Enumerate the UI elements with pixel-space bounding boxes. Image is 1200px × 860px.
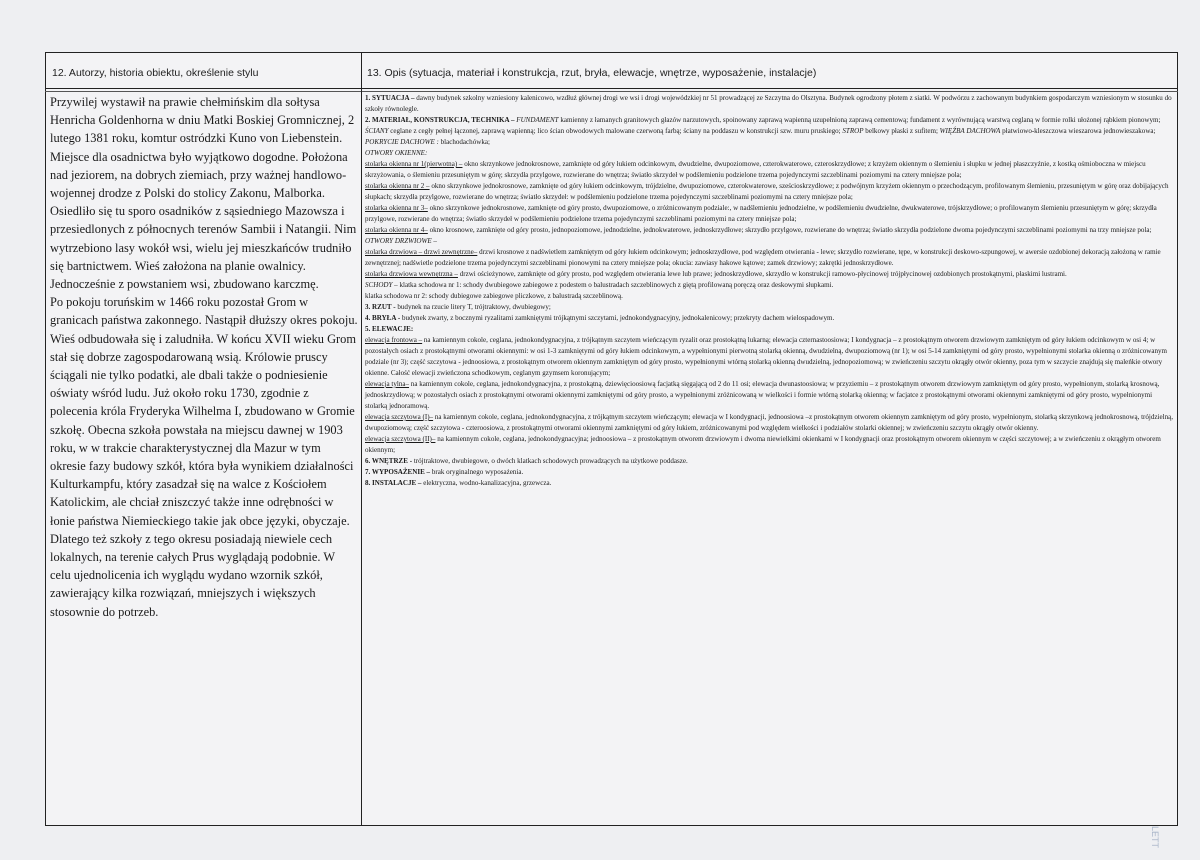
item-body: okno skrzynkowe jednokrosnowe, zamknięte od góry łukiem odcinkowym, dwudzielne, dwupoziomowe, czterokwaterowe, czteroskrzydłowe; z krzyżem okiennym o ślemieniu i słupku w jednej płaszczyźnie, z kostką ośmioboczna w miejscu skrzyżowania, o ślemieniu przesuniętym w górę; skrzydła przylgowe, rozwierane do wnętrza; światło skrzydeł w podślemieniu podzielone trzema pojedynczymi szczeblinami poziomymi na cztery mniejsze pola;	[365, 160, 1146, 179]
item-body: na kamiennym cokole, ceglana, jednokondygnacyjna; jednoosiowa – z prostokątnym otworem drzwiowym i dwoma niewielkimi okienkami w I kondygnacji oraz prostokątnym otworem okiennym w części szczytowej; a w zwieńczeniu z okrągłym otworem okiennym;	[365, 435, 1161, 454]
history-paragraph-1: Przywilej wystawił na prawie chełmińskim dla sołtysa Henricha Goldenhorna w dniu Matki Boskiej Gromnicznej, 2 lutego 1381 roku, komtur ostródzki Kuno von Liebenstein. Miejsce dla osadnictwa było wyjątkowo dogodne. Położona nad jeziorem, na dobrych ziemiach, przy ważnej handlowo-wojennej drodze z Polski do stolicy Zakonu, Malborka. Osiedliło się tu sporo osadników z sąsiedniego Mazowsza i przesiedlonych z północnych terenów Sambii i Natangii. Nim wytrzebiono lasy wokół wsi, wielu jej mieszkańców trudniło się bartnictwem. Wieś założona na planie owalnicy. Jednocześnie z powstaniem wsi, zbudowano karczmę.	[50, 95, 357, 292]
section-body: elektryczna, wodno-kanalizacyjna, grzewcza.	[421, 479, 552, 487]
item-body: klatka schodowa nr 1: schody dwubiegowe zabiegowe z podestem o balustradach szczeblinowych z giętą profilowaną poręczą oraz deskowymi słupkami.	[397, 281, 834, 289]
item-label: elewacja tylna–	[365, 380, 410, 388]
history-text	[50, 93, 358, 621]
roof-line	[365, 137, 1175, 148]
section-furnishings	[365, 467, 1175, 478]
item-body: na kamiennym cokole, ceglana, jednokondygnacyjna, z prostokątną, dziewięcioosiową facjatką sięgającą od 2 do 11 osi; elewacja dwunastoosiowa; w przyziemiu – z prostokątnym otworem drzwiowym zamkniętym od góry prosto, wypełnionym, stolarką krosnową, jednoskrzydłową; w pozostałych osiach z prostokątnymi otworami okiennymi zamkniętymi od góry prosto, a wypełnionymi zróżnicowaną w wielkości i formie wtórną stolarką okienną; w facjatce z prostokątnymi otworami okiennymi zamkniętymi od góry prosto, wypełnionymi stolarką jednoramową.	[365, 380, 1160, 410]
window-3	[365, 203, 1175, 225]
section-heading: 7. WYPOSAŻENIE –	[365, 468, 431, 476]
item-label: stolarka drzwiowa wewnętrzna –	[365, 270, 458, 278]
term-label: ŚCIANY	[365, 127, 389, 135]
item-body: drzwi krosnowe z nadświetlem zamkniętym od góry łukiem odcinkowym; jednoskrzydłowe, pod względem otwierania - lewe; skrzydło rozwierane, tępe, w konstrukcji deskowo-szpungowej, w awersie ozdobionej dekoracją założoną w ramie zewnętrznej; nadświetle podzielone trzema pojedynczymi szczeblinami pionowymi na cztery mniejsze pola; okucia: zawiasy hakowe kątowe; zamek drzwiowy; zakrętki jednoskrzydłowe.	[365, 248, 1161, 267]
section-body: płatwiowo-kleszczowa wieszarowa jednowieszakowa;	[1000, 127, 1156, 135]
section-body: ceglane z cegły pełnej łączonej, zaprawą wapienną; lico ścian obwodowych malowane czerwoną farbą; ściany na poddaszu w konstrukcji szw. muru pruskiego;	[388, 127, 841, 135]
left-column-header: 12. Autorzy, historia obiektu, określenie stylu	[52, 67, 259, 79]
section-plan	[365, 302, 1175, 313]
term-label: POKRYCIE DACHOWE :	[365, 138, 439, 146]
section-installations	[365, 478, 1175, 489]
elevation-rear	[365, 379, 1175, 412]
elevation-gable-1	[365, 412, 1175, 434]
section-body: kamienny z łamanych granitowych głazów narzutowych, spoinowany zaprawą wapienną uzupełnioną zaprawą cementową; fundament z wyrównującą warstwą ceglaną w formie rolki ułożonej rąbkiem pionowym;	[558, 116, 1161, 124]
item-label: elewacja szczytowa (I)–	[365, 413, 434, 421]
item-body: na kamiennym cokole, ceglana, jednokondygnacyjna, z trójkątnym szczytem wieńczącym; elewacja w I kondygnacji, jednoosiowa –z prostokątnym otworem okiennym zamkniętym od góry prosto, wypełnionym, stolarką skrzynkową jednokrosnową, trójdzielną, dwupoziomową; część szczytowa - czteroosiowa, z prostokątnymi otworami okiennymi zamkniętymi od góry łukiem, zróżnicowanymi pod względem wielkości i podziałów stolarki okiennej; w zwieńczeniu szczytu okrągły otwór okienny.	[365, 413, 1173, 432]
item-body: okno krosnowe, zamknięte od góry prosto, jednopoziomowe, jednodzielne, jednokwaterowe, jednoskrzydłowe; skrzydło przylgowe, rozwierane do wnętrza; światło skrzydła podzielone dwoma pojedynczymi szczeblinami poziomymi na trzy mniejsze pola;	[427, 226, 1152, 234]
section-mass	[365, 313, 1175, 324]
window-2	[365, 181, 1175, 203]
section-body: budynek na rzucie litery T, trójtraktowy, dwubiegowy;	[395, 303, 551, 311]
section-heading: 4. BRYŁA -	[365, 314, 401, 322]
item-body: okno skrzynkowe jednokrosnowe, zamknięte od góry prosto, dwupoziomowe, o zróżnicowanym podziale:, w nadślemieniu jednodzielne, w podślemieniu dwudzielne, dwukwaterowe, trójskrzydłowe; o profilowanym ślemieniu przesuniętym w górę; skrzydła przylgowe, rozwierane do wnętrza; światło skrzydeł w podślemieniu podzielone trzema pojedynczymi szczeblinami poziomymi na cztery mniejsze pola;	[365, 204, 1157, 223]
term-label: SCHODY –	[365, 281, 398, 289]
item-label: stolarka okienna nr 1(pierwotna) –	[365, 160, 463, 168]
doors-heading: OTWORY DRZWIOWE –	[365, 237, 437, 245]
description-text	[365, 93, 1175, 489]
item-label: elewacja frontowa –	[365, 336, 423, 344]
item-label: stolarka okienna nr 2 –	[365, 182, 430, 190]
section-heading: 6. WNĘTRZE -	[365, 457, 413, 465]
term-label: STROP	[840, 127, 864, 135]
item-body: okno skrzynkowe jednokrosnowe, zamknięte od góry łukiem odcinkowym, trójdzielne, dwupoziomowe, czterokwaterowe, sześcioskrzydłowe; z podwójnym krzyżem okiennym o przechodzącym, profilowanym ślemieniu, przesuniętym w górę oraz dobijających słupkach; skrzydła przylgowe, rozwierane do wnętrza; światło skrzydeł: w podślemieniu podzielone trzema pojedynczymi szczeblinami poziomymi na cztery mniejsze pola;	[365, 182, 1169, 201]
section-elevations-heading: 5. ELEWACJE:	[365, 325, 414, 333]
item-label: stolarka okienna nr 3–	[365, 204, 428, 212]
item-label: stolarka okienna nr 4–	[365, 226, 428, 234]
section-body: brak oryginalnego wyposażenia.	[430, 468, 524, 476]
section-situation	[365, 93, 1175, 115]
section-heading: 1. SYTUACJA –	[365, 94, 415, 102]
section-body: blachodachówka;	[438, 138, 490, 146]
section-body: dawny budynek szkolny wzniesiony kalenicowo, wzdłuż głównej drogi we wsi i drogi wojewódzkiej nr 51 prowadzącej ze Szczytna do Olsztyna. Budynek ogrodzony płotem z siatki. W podwórzu z zachowanym budynkiem gospodarczym wzniesionym w stosunku do szkoły równolegle.	[365, 94, 1172, 113]
window-1	[365, 159, 1175, 181]
term-label: WIĘŹBA DACHOWA	[937, 127, 1001, 135]
windows-heading: OTWORY OKIENNE:	[365, 149, 428, 157]
column-divider	[361, 52, 362, 826]
door-2	[365, 269, 1175, 280]
item-body: drzwi ościeżynowe, zamknięte od góry prosto, pod względem otwierania lewe lub prawe; jednoskrzydłowe, skrzydło w konstrukcji ramowo-płycinowej trójpłycinowej ozdobionych prostokątnymi, płaskimi lustrami.	[457, 270, 1067, 278]
door-1	[365, 247, 1175, 269]
stairs-2: klatka schodowa nr 2: schody dubiegowe zabiegowe pliczkowe, z balustradą szczeblinową.	[365, 292, 623, 300]
section-body: belkowy płaski z sufitem;	[863, 127, 938, 135]
item-body: na kamiennym cokole, ceglana, jednokondygnacyjna, z trójkątnym szczytem wieńczącym ryzalit oraz prostokątną lukarną; elewacja czternastoosiowa; I kondygnacja – z prostokątnym otworem drzwiowym zamkniętym od góry łukiem odcinkowym w osi 4; w pozostałych osiach z prostokątnymi otworami okiennymi: w osi 1-3 zamkniętymi od góry łukiem odcinkowym, a wypełnionymi pierwotną stolarką okienną, dwudzielną, dwupoziomową (nr 1); w osi 5-14 zamkniętymi od góry prosto, wypełnionymi stolarka okienną o zróżnicowanym podziale (nr 3); część szczytowa - jednoosiowa, z prostokątnym otworem okiennym zamkniętym od góry prosto, wypełnionymi wtórną stolarką okienną dwudzielną, jednopoziomową; w zwieńczeniu szczytu okrągły otwór okienny, poza tym w szczycie znajdują się maleńkie otwory okienne. Całość elewacji zwieńczona schodkowym, ceglanym gzymsem koronującym;	[365, 336, 1168, 377]
header-divider	[45, 88, 1178, 89]
history-paragraph-2: Po pokoju toruńskim w 1466 roku pozostał Grom w granicach państwa zakonnego. Nastąpił dłuższy okres pokoju. Wieś odbudowała się i zaludniła. W końcu XVII wieku Grom stał się dobrze zagospodarowaną wsią. Królowie pruscy ściągali nie tylko podatki, ale dbali także o podniesienie oświaty wśród ludu. Już około roku 1730, zgodnie z polecenia króla Fryderyka Wilhelma I, zbudowano w Gromie szkołę. Obecna szkoła powstała na miejscu dawnej w 1903 roku, w w trakcie charakterystycznej dla Mazur w tym okresie fazy budowy szkół, która była wynikiem działalności Kulturkampfu, który zasadzał się na walce z Kościołem Katolickim, ale chciał zniszczyć także inne odrębności w łonie państwa Niemieckiego takie jak obce języki, obyczaje. Dlatego też szkoły z tego okresu posiadają niewiele cech lokalnych, na terenie całych Prus wyglądają podobnie. W celu ujednolicenia ich wyglądu wydano wzornik szkół, zawierający kilka rozwiązań, mniejszych i większych stosownie do potrzeb.	[50, 295, 358, 619]
section-body: trójtraktowe, dwubiegowe, o dwóch klatkach schodowych prowadzących na użytkowe poddasze.	[412, 457, 688, 465]
stairs-1	[365, 280, 1175, 291]
item-label: elewacja szczytowa (II)–	[365, 435, 436, 443]
header-divider-double	[45, 91, 1178, 92]
window-4	[365, 225, 1175, 236]
elevation-front	[365, 335, 1175, 379]
section-heading: 8. INSTALACJE –	[365, 479, 422, 487]
section-heading: 2. MATERIAŁ, KONSTRUKCJA, TECHNIKA –	[365, 116, 515, 124]
corner-mark: LETT	[1150, 826, 1160, 849]
section-material	[365, 115, 1175, 137]
section-heading: 3. RZUT -	[365, 303, 396, 311]
section-body: budynek zwarty, z bocznymi ryzalitami zamkniętymi trójkątnymi szczytami, jednokondygnacyjny, jednokalenicowy; przekryty dachem wielospadowym.	[400, 314, 835, 322]
term-label: FUNDAMENT	[514, 116, 559, 124]
item-label: stolarka drzwiowa – drzwi zewnętrzne–	[365, 248, 478, 256]
elevation-gable-2	[365, 434, 1175, 456]
section-interior	[365, 456, 1175, 467]
right-column-header: 13. Opis (sytuacja, materiał i konstrukcja, rzut, bryła, elewacje, wnętrze, wyposażenie, instalacje)	[367, 67, 817, 79]
